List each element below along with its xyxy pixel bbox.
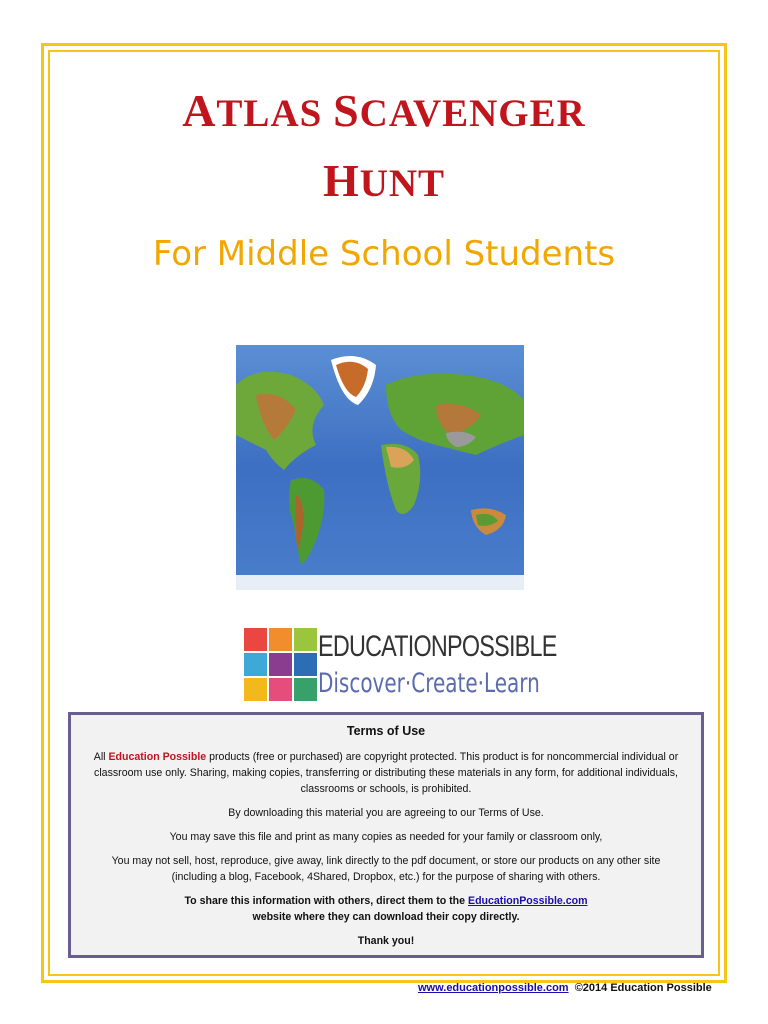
footer: [418, 982, 712, 994]
title-text: UNT: [359, 162, 446, 205]
brand-name: Education Possible: [108, 751, 207, 763]
title-text: CAVENGER: [359, 92, 586, 135]
terms-of-use-box: [68, 712, 704, 958]
logo-tile: [244, 653, 267, 676]
terms-paragraph-4: You may not sell, host, reproduce, give away, link directly to the pdf document, or store our products on any other site (including a blog, Facebook, 4Shared, Dropbox, etc.) for the purpose of sharing with others.: [111, 855, 661, 883]
title-line-2: [0, 155, 768, 207]
terms-paragraph-2: By downloading this material you are agreeing to our Terms of Use.: [228, 807, 544, 819]
subtitle: For Middle School Students: [152, 234, 616, 274]
education-possible-logo: [244, 628, 557, 706]
terms-thank-you: Thank you!: [357, 935, 415, 947]
terms-paragraph-3: You may save this file and print as many copies as needed for your family or classroom only,: [169, 831, 603, 843]
logo-tile: [269, 628, 292, 651]
logo-tile: [294, 628, 317, 651]
education-possible-link[interactable]: EducationPossible.com: [468, 895, 588, 907]
logo-tile: [269, 678, 292, 701]
logo-tile: [294, 653, 317, 676]
terms-title: Terms of Use: [346, 724, 426, 738]
title-cap: S: [333, 85, 360, 136]
logo-tagline: Discover·Create·Learn: [318, 668, 540, 699]
title-cap: H: [322, 155, 360, 206]
terms-text: products (free or purchased) are copyright protected. This product is for noncommercial individual or classroom use only. Sharing, making copies, transferring or distributing these materials in any form, for additional individuals, classrooms or schools, is prohibited.: [94, 751, 679, 795]
logo-tile: [294, 678, 317, 701]
footer-website-link[interactable]: www.educationpossible.com: [418, 982, 569, 994]
world-map-image: [236, 345, 524, 590]
terms-text: To share this information with others, direct them to the: [184, 895, 468, 907]
terms-text: All: [93, 751, 109, 763]
terms-text: website where they can download their copy directly.: [252, 911, 520, 923]
logo-tile: [244, 678, 267, 701]
logo-tile: [269, 653, 292, 676]
terms-paragraph-1: [71, 749, 701, 797]
footer-copyright: ©2014 Education Possible: [574, 982, 712, 994]
logo-name: EDUCATIONPOSSIBLE: [318, 630, 557, 663]
logo-tiles: [244, 628, 319, 703]
title-text: TLAS: [216, 92, 334, 135]
title-line-1: [0, 85, 768, 137]
title-cap: A: [182, 85, 217, 136]
logo-tile: [244, 628, 267, 651]
terms-paragraph-5: [71, 893, 701, 925]
